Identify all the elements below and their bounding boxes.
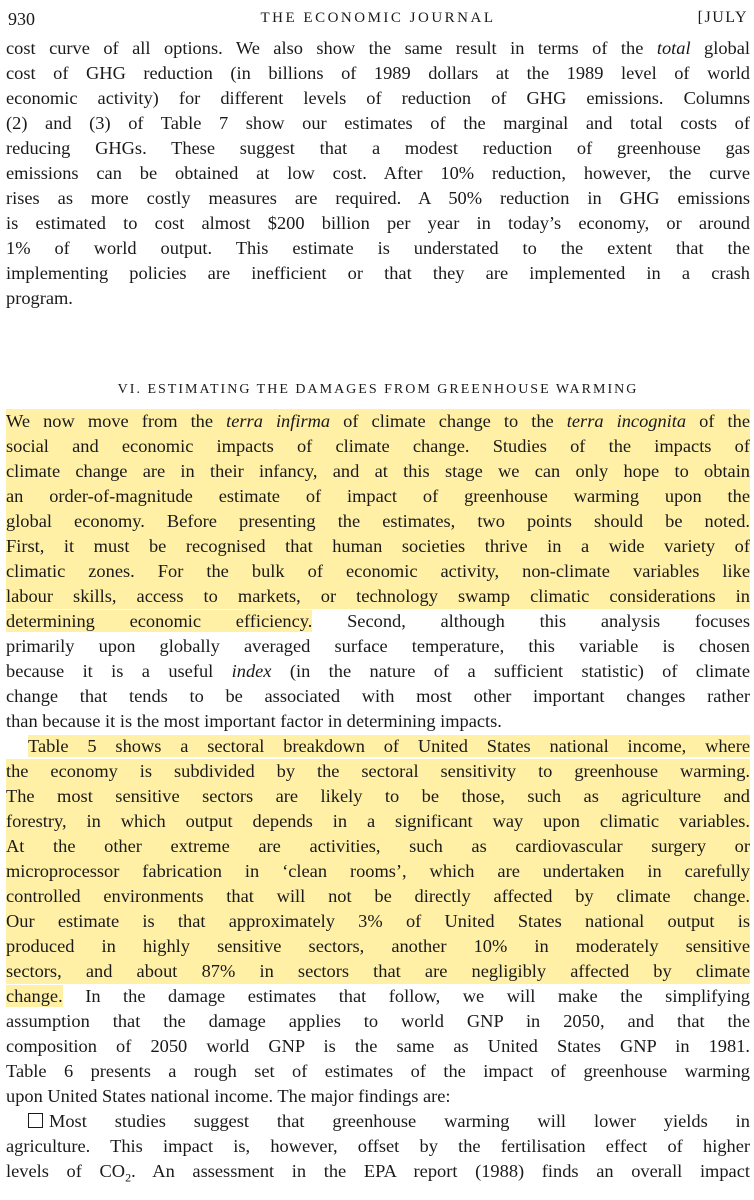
- highlight-span: determining economic efficiency.: [6, 611, 313, 631]
- text-line: primarily upon globally averaged surface temperature, this variable is chosen: [6, 636, 750, 656]
- text-line: upon United States national income. The major findings are:: [6, 1086, 451, 1106]
- highlighted-line: Our estimate is that approximately 3% of United States national output is: [6, 909, 750, 934]
- running-head: [6, 0, 750, 36]
- text-line: levels of $CO_2$. An assessment in the EPA report (1988) finds an overall impact: [6, 1161, 750, 1185]
- text-line: assumption that the damage applies to world GNP in 2050, and that the: [6, 1011, 750, 1031]
- text-line: program.: [6, 288, 73, 308]
- text-line: change. In the damage estimates that follow, we will make the simplifying: [6, 986, 750, 1006]
- text-line: emissions can be obtained at low cost. After 10% reduction, however, the curve: [6, 163, 750, 183]
- bullet-box-icon: [28, 1113, 43, 1128]
- text-line: because it is a useful index (in the nature of a sufficient statistic) of climate: [6, 661, 750, 681]
- text-line: rises as more costly measures are required. A 50% reduction in GHG emissions: [6, 188, 750, 208]
- highlighted-line: produced in highly sensitive sectors, another 10% in moderately sensitive: [6, 934, 750, 959]
- highlight-span: change.: [6, 986, 63, 1006]
- section-heading: VI. ESTIMATING THE DAMAGES FROM GREENHOUSE WARMING: [117, 382, 639, 397]
- text-line: is estimated to cost almost $200 billion per year in today’s economy, or around: [6, 213, 750, 233]
- highlight-span: Table 5 shows a sectoral breakdown of United States national income, where: [28, 736, 750, 756]
- page-number: 930: [8, 9, 35, 29]
- highlighted-line: First, it must be recognised that human societies thrive in a wide variety of: [6, 534, 750, 559]
- text-line: (2) and (3) of Table 7 show our estimates of the marginal and total costs of: [6, 113, 750, 133]
- text-line: than because it is the most important factor in determining impacts.: [6, 711, 502, 731]
- highlighted-line: We now move from the terra infirma of climate change to the terra incognita of the: [6, 409, 750, 434]
- text-line: agriculture. This impact is, however, offset by the fertilisation effect of higher: [6, 1136, 750, 1156]
- highlighted-line: The most sensitive sectors are likely to be those, such as agriculture and: [6, 784, 750, 809]
- paragraph-agriculture-finding: [6, 1109, 750, 1184]
- journal-page: [6, 0, 750, 1184]
- text-line: 1% of world output. This estimate is understated to the extent that the: [6, 238, 750, 258]
- issue-month: [JULY: [697, 9, 748, 26]
- highlighted-line: controlled environments that will not be directly affected by climate change.: [6, 884, 750, 909]
- highlighted-line: social and economic impacts of climate change. Studies of the impacts of: [6, 434, 750, 459]
- paragraph-damages-intro: [6, 409, 750, 734]
- highlighted-line: sectors, and about 87% in sectors that are negligibly affected by climate: [6, 959, 750, 984]
- highlighted-line: climatic zones. For the bulk of economic activity, non-climate variables like: [6, 559, 750, 584]
- text-line: composition of 2050 world GNP is the same as United States GNP in 1981.: [6, 1036, 750, 1056]
- text-line: economic activity) for different levels of reduction of GHG emissions. Columns: [6, 88, 750, 108]
- highlighted-line: microprocessor fabrication in ‘clean rooms’, which are undertaken in carefully: [6, 859, 750, 884]
- paragraph-sectoral-breakdown: [6, 734, 750, 1109]
- text-line: Table 6 presents a rough set of estimates of the impact of greenhouse warming: [6, 1061, 750, 1081]
- text-line: reducing GHGs. These suggest that a modest reduction of greenhouse gas: [6, 138, 750, 158]
- journal-title: THE ECONOMIC JOURNAL: [260, 10, 496, 26]
- highlighted-line: forestry, in which output depends in a significant way upon climatic variables.: [6, 809, 750, 834]
- highlighted-line: At the other extreme are activities, such as cardiovascular surgery or: [6, 834, 750, 859]
- text-line: implementing policies are inefficient or that they are implemented in a crash: [6, 263, 750, 283]
- text-line: Most studies suggest that greenhouse warming will lower yields in: [6, 1109, 750, 1134]
- text-line: cost curve of all options. We also show the same result in terms of the total global: [6, 38, 750, 58]
- highlighted-line: the economy is subdivided by the sectoral sensitivity to greenhouse warming.: [6, 759, 750, 784]
- highlighted-line: an order-of-magnitude estimate of impact of greenhouse warming upon the: [6, 484, 750, 509]
- highlighted-line: labour skills, access to markets, or technology swamp climatic considerations in: [6, 584, 750, 609]
- text-line: [6, 734, 750, 759]
- text-line: change that tends to be associated with most other important changes rather: [6, 686, 750, 706]
- highlighted-line: global economy. Before presenting the estimates, two points should be noted.: [6, 509, 750, 534]
- highlighted-line: climate change are in their infancy, and at this stage we can only hope to obtain: [6, 459, 750, 484]
- text-line: cost of GHG reduction (in billions of 1989 dollars at the 1989 level of world: [6, 63, 750, 83]
- paragraph-cost-curve: [6, 36, 750, 311]
- text-line: determining economic efficiency. Second, although this analysis focuses: [6, 611, 750, 631]
